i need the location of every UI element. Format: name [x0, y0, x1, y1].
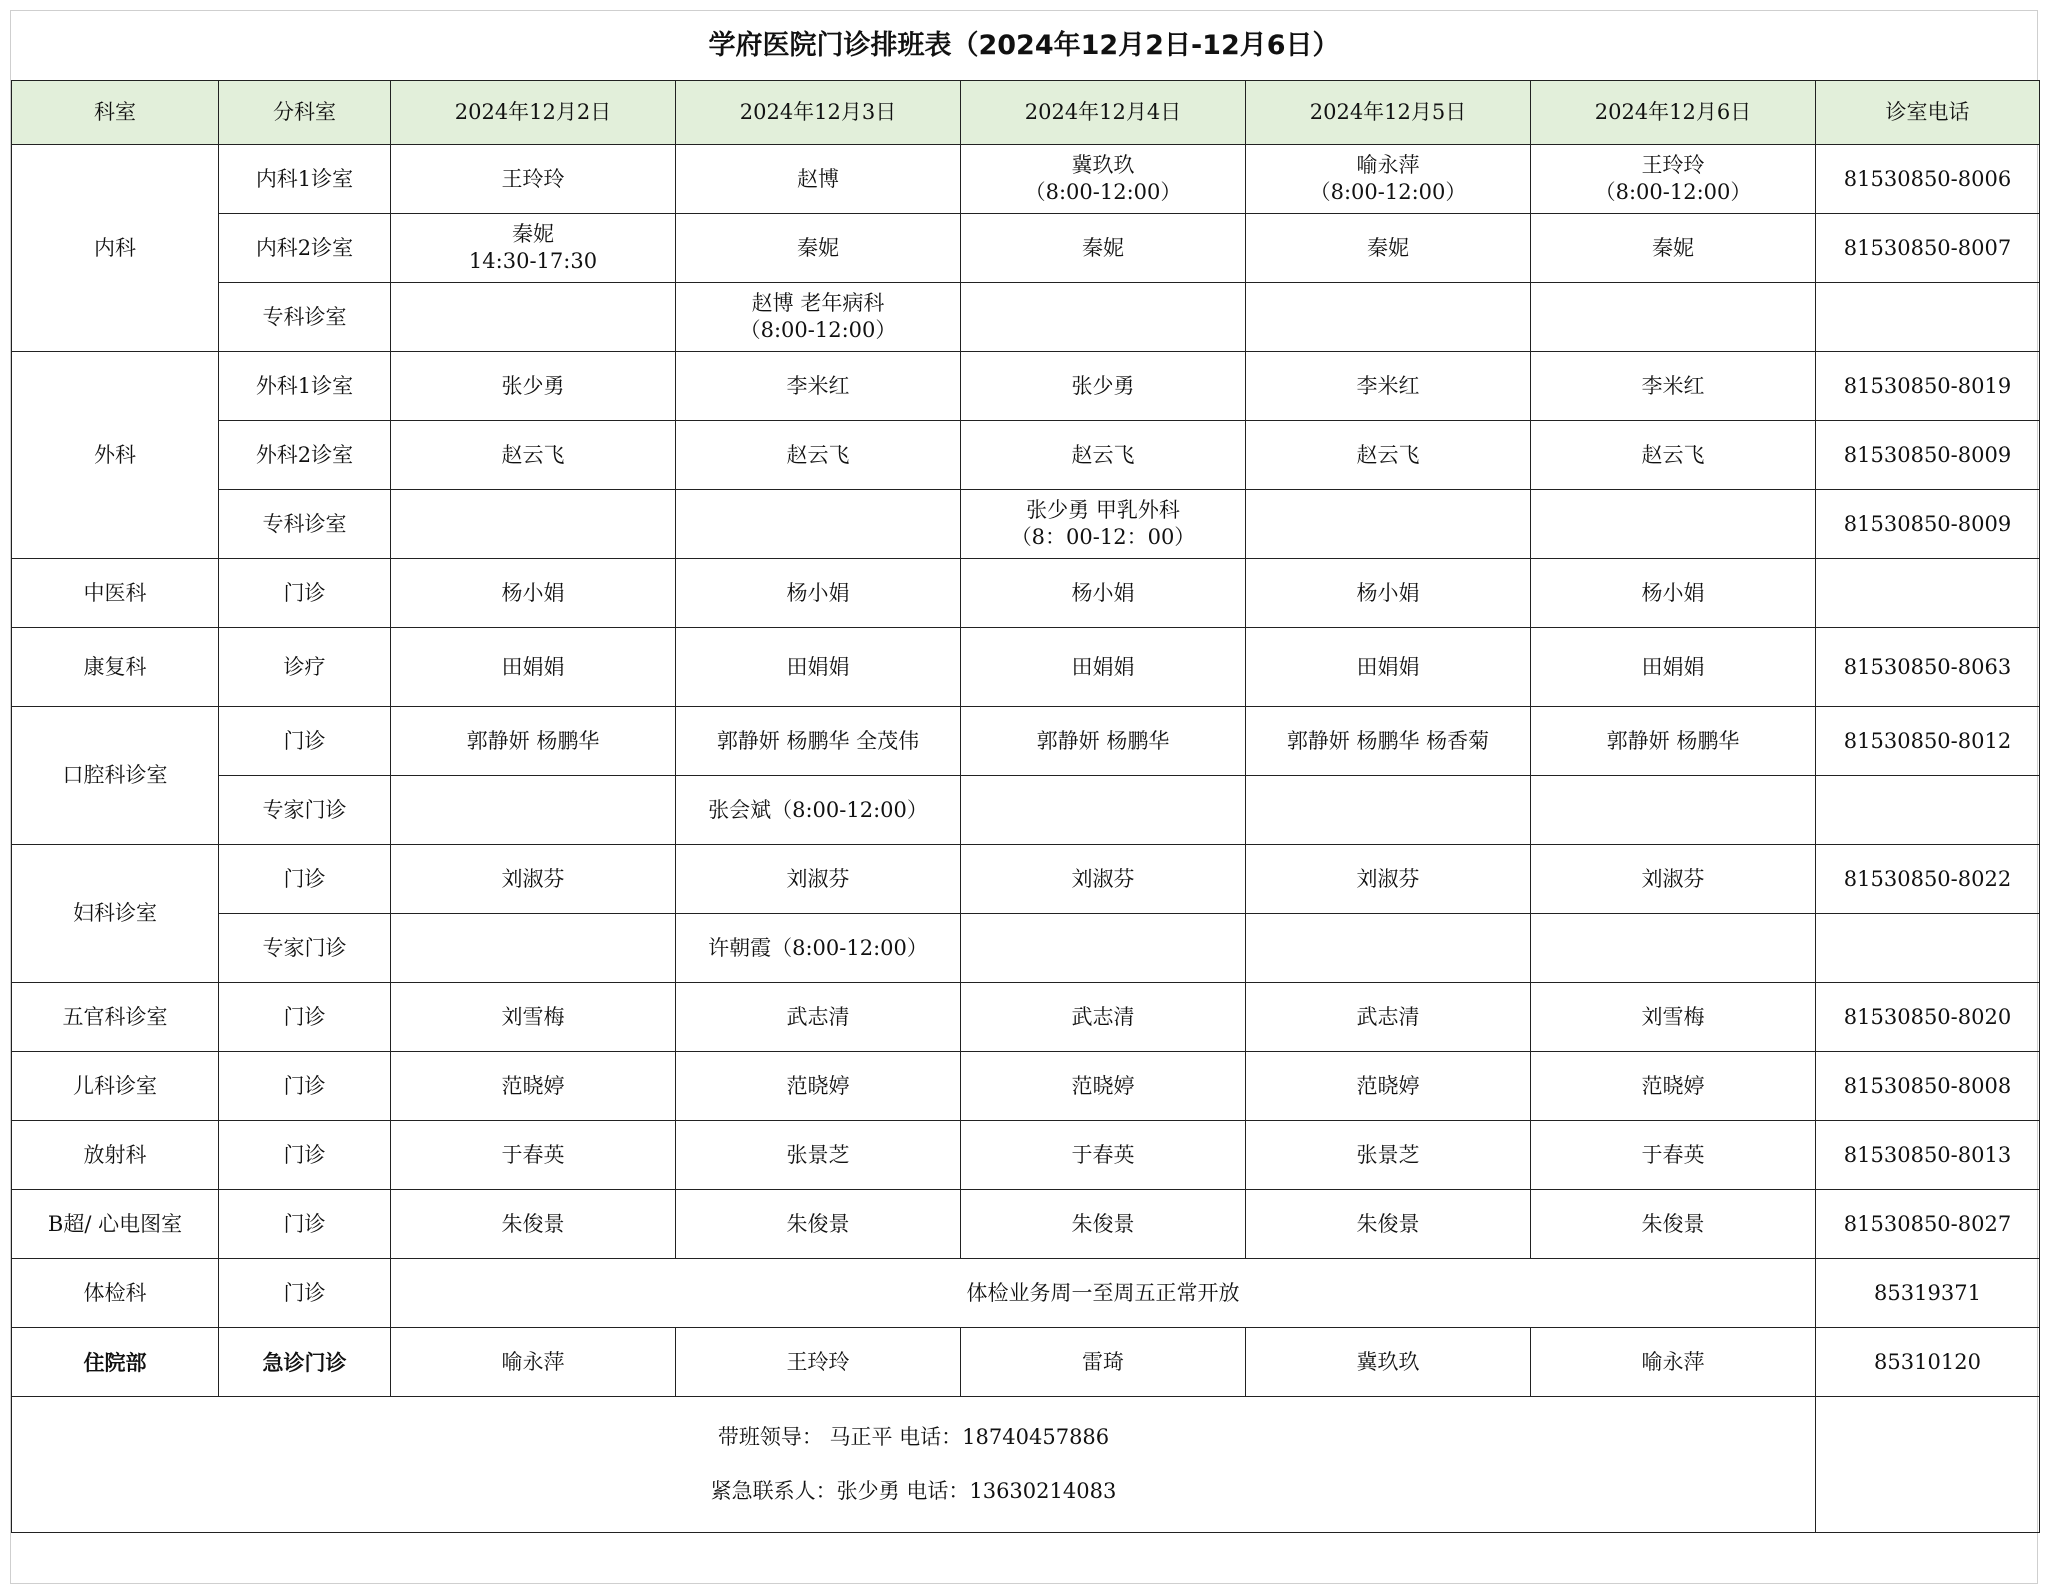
phone-cell: 81530850-8020 — [1816, 983, 2040, 1052]
department-cell: 外科 — [12, 352, 219, 559]
subdepartment-cell: 门诊 — [219, 1121, 391, 1190]
department-cell: 内科 — [12, 145, 219, 352]
schedule-cell: 范晓婷 — [1246, 1052, 1531, 1121]
phone-cell: 81530850-8009 — [1816, 421, 2040, 490]
schedule-cell: 田娟娟 — [1246, 628, 1531, 707]
subdepartment-cell: 外科2诊室 — [219, 421, 391, 490]
header-cell-day-4: 2024年12月5日 — [1246, 81, 1531, 145]
schedule-cell: 郭静妍 杨鹏华 — [391, 707, 676, 776]
schedule-cell — [1531, 776, 1816, 845]
schedule-cell — [676, 490, 961, 559]
schedule-cell: 朱俊景 — [391, 1190, 676, 1259]
schedule-cell: 赵云飞 — [961, 421, 1246, 490]
phone-cell: 85319371 — [1816, 1259, 2040, 1328]
department-cell: 放射科 — [12, 1121, 219, 1190]
footer-row — [12, 1397, 2040, 1533]
phone-cell — [1816, 914, 2040, 983]
table-row — [12, 145, 2040, 214]
footer-empty-cell — [1816, 1397, 2040, 1533]
schedule-cell: 郭静妍 杨鹏华 杨香菊 — [1246, 707, 1531, 776]
schedule-cell: 喻永萍 — [391, 1328, 676, 1397]
schedule-cell — [1531, 283, 1816, 352]
schedule-cell: 张少勇 甲乳外科 （8：00-12：00） — [961, 490, 1246, 559]
phone-cell: 81530850-8022 — [1816, 845, 2040, 914]
header-cell-day-5: 2024年12月6日 — [1531, 81, 1816, 145]
department-cell: 康复科 — [12, 628, 219, 707]
schedule-cell: 喻永萍 （8:00-12:00） — [1246, 145, 1531, 214]
schedule-cell: 许朝霞（8:00-12:00） — [676, 914, 961, 983]
table-row — [12, 628, 2040, 707]
schedule-cell — [1246, 914, 1531, 983]
table-row — [12, 776, 2040, 845]
phone-cell — [1816, 559, 2040, 628]
schedule-cell: 于春英 — [391, 1121, 676, 1190]
schedule-cell: 田娟娟 — [961, 628, 1246, 707]
subdepartment-cell: 专家门诊 — [219, 914, 391, 983]
schedule-cell: 秦妮 — [1246, 214, 1531, 283]
department-cell: B超/ 心电图室 — [12, 1190, 219, 1259]
subdepartment-cell: 门诊 — [219, 1259, 391, 1328]
schedule-cell: 张少勇 — [391, 352, 676, 421]
schedule-cell: 杨小娟 — [391, 559, 676, 628]
phone-cell: 81530850-8007 — [1816, 214, 2040, 283]
schedule-cell: 范晓婷 — [1531, 1052, 1816, 1121]
schedule-cell: 朱俊景 — [676, 1190, 961, 1259]
schedule-cell: 王玲玲 — [676, 1328, 961, 1397]
subdepartment-cell: 诊疗 — [219, 628, 391, 707]
schedule-cell: 于春英 — [961, 1121, 1246, 1190]
schedule-cell: 范晓婷 — [391, 1052, 676, 1121]
schedule-cell: 刘淑芬 — [676, 845, 961, 914]
schedule-cell: 杨小娟 — [1246, 559, 1531, 628]
schedule-cell: 郭静妍 杨鹏华 — [961, 707, 1246, 776]
schedule-cell: 刘淑芬 — [1246, 845, 1531, 914]
department-cell: 体检科 — [12, 1259, 219, 1328]
department-cell: 中医科 — [12, 559, 219, 628]
schedule-cell: 赵云飞 — [391, 421, 676, 490]
schedule-cell: 赵博 — [676, 145, 961, 214]
table-row — [12, 490, 2040, 559]
schedule-cell — [391, 283, 676, 352]
schedule-cell: 李米红 — [1531, 352, 1816, 421]
schedule-cell: 赵云飞 — [676, 421, 961, 490]
schedule-cell — [961, 914, 1246, 983]
phone-cell: 81530850-8008 — [1816, 1052, 2040, 1121]
table-row — [12, 421, 2040, 490]
table-row — [12, 559, 2040, 628]
schedule-cell: 田娟娟 — [391, 628, 676, 707]
schedule-cell: 郭静妍 杨鹏华 全茂伟 — [676, 707, 961, 776]
table-row — [12, 1259, 2040, 1328]
table-row — [12, 283, 2040, 352]
phone-cell: 85310120 — [1816, 1328, 2040, 1397]
schedule-cell: 刘淑芬 — [961, 845, 1246, 914]
schedule-cell: 雷琦 — [961, 1328, 1246, 1397]
header-cell-day-1: 2024年12月2日 — [391, 81, 676, 145]
department-cell: 妇科诊室 — [12, 845, 219, 983]
schedule-cell — [1246, 776, 1531, 845]
schedule-cell: 田娟娟 — [676, 628, 961, 707]
subdepartment-cell: 门诊 — [219, 707, 391, 776]
schedule-cell: 张景芝 — [676, 1121, 961, 1190]
schedule-cell — [1246, 283, 1531, 352]
schedule-cell: 刘淑芬 — [391, 845, 676, 914]
department-cell: 五官科诊室 — [12, 983, 219, 1052]
table-row — [12, 214, 2040, 283]
schedule-cell: 王玲玲 （8:00-12:00） — [1531, 145, 1816, 214]
subdepartment-cell: 内科2诊室 — [219, 214, 391, 283]
schedule-cell: 朱俊景 — [961, 1190, 1246, 1259]
department-cell: 住院部 — [12, 1328, 219, 1397]
schedule-table — [11, 80, 2040, 1533]
table-row — [12, 1121, 2040, 1190]
schedule-cell: 杨小娟 — [676, 559, 961, 628]
subdepartment-cell: 外科1诊室 — [219, 352, 391, 421]
phone-cell — [1816, 776, 2040, 845]
schedule-cell: 杨小娟 — [961, 559, 1246, 628]
table-row — [12, 914, 2040, 983]
subdepartment-cell: 门诊 — [219, 1190, 391, 1259]
subdepartment-cell: 专科诊室 — [219, 490, 391, 559]
schedule-cell: 冀玖玖 （8:00-12:00） — [961, 145, 1246, 214]
department-cell: 儿科诊室 — [12, 1052, 219, 1121]
department-cell: 口腔科诊室 — [12, 707, 219, 845]
table-row — [12, 352, 2040, 421]
header-cell-subdepartment: 分科室 — [219, 81, 391, 145]
schedule-cell — [391, 776, 676, 845]
schedule-cell — [1531, 490, 1816, 559]
schedule-cell — [391, 490, 676, 559]
schedule-cell: 赵云飞 — [1246, 421, 1531, 490]
schedule-cell: 朱俊景 — [1246, 1190, 1531, 1259]
schedule-cell: 冀玖玖 — [1246, 1328, 1531, 1397]
page-title: 学府医院门诊排班表（2024年12月2日-12月6日） — [708, 30, 1340, 61]
schedule-cell: 郭静妍 杨鹏华 — [1531, 707, 1816, 776]
header-row — [12, 81, 2040, 145]
schedule-cell — [391, 914, 676, 983]
subdepartment-cell: 门诊 — [219, 1052, 391, 1121]
subdepartment-cell: 门诊 — [219, 559, 391, 628]
emergency-contact-line: 紧急联系人：张少勇 电话：13630214083 — [710, 1479, 1117, 1503]
subdepartment-cell: 专科诊室 — [219, 283, 391, 352]
subdepartment-cell: 内科1诊室 — [219, 145, 391, 214]
schedule-cell — [961, 776, 1246, 845]
phone-cell: 81530850-8012 — [1816, 707, 2040, 776]
phone-cell — [1816, 283, 2040, 352]
schedule-cell: 武志清 — [1246, 983, 1531, 1052]
schedule-cell: 张少勇 — [961, 352, 1246, 421]
schedule-cell: 田娟娟 — [1531, 628, 1816, 707]
schedule-cell: 秦妮 — [1531, 214, 1816, 283]
subdepartment-cell: 门诊 — [219, 983, 391, 1052]
header-cell-day-3: 2024年12月4日 — [961, 81, 1246, 145]
table-row — [12, 845, 2040, 914]
schedule-cell: 赵博 老年病科 （8:00-12:00） — [676, 283, 961, 352]
table-row — [12, 1190, 2040, 1259]
subdepartment-cell: 专家门诊 — [219, 776, 391, 845]
phone-cell: 81530850-8027 — [1816, 1190, 2040, 1259]
merged-schedule-cell: 体检业务周一至周五正常开放 — [391, 1259, 1816, 1328]
schedule-cell: 刘淑芬 — [1531, 845, 1816, 914]
schedule-cell: 刘雪梅 — [391, 983, 676, 1052]
phone-cell: 81530850-8006 — [1816, 145, 2040, 214]
schedule-cell: 张会斌（8:00-12:00） — [676, 776, 961, 845]
schedule-cell: 秦妮 14:30-17:30 — [391, 214, 676, 283]
table-row — [12, 1328, 2040, 1397]
schedule-cell: 张景芝 — [1246, 1121, 1531, 1190]
phone-cell: 81530850-8019 — [1816, 352, 2040, 421]
table-row — [12, 707, 2040, 776]
schedule-cell: 刘雪梅 — [1531, 983, 1816, 1052]
schedule-cell — [1246, 490, 1531, 559]
schedule-cell: 李米红 — [676, 352, 961, 421]
schedule-cell: 武志清 — [676, 983, 961, 1052]
subdepartment-cell: 急诊门诊 — [219, 1328, 391, 1397]
header-cell-day-2: 2024年12月3日 — [676, 81, 961, 145]
schedule-cell: 王玲玲 — [391, 145, 676, 214]
schedule-cell: 秦妮 — [676, 214, 961, 283]
schedule-cell: 于春英 — [1531, 1121, 1816, 1190]
phone-cell: 81530850-8063 — [1816, 628, 2040, 707]
phone-cell: 81530850-8013 — [1816, 1121, 2040, 1190]
schedule-cell: 范晓婷 — [676, 1052, 961, 1121]
footer-contacts-cell — [12, 1397, 1816, 1533]
schedule-cell: 杨小娟 — [1531, 559, 1816, 628]
header-cell-phone: 诊室电话 — [1816, 81, 2040, 145]
phone-cell: 81530850-8009 — [1816, 490, 2040, 559]
schedule-cell — [961, 283, 1246, 352]
schedule-cell: 武志清 — [961, 983, 1246, 1052]
table-row — [12, 1052, 2040, 1121]
schedule-cell: 李米红 — [1246, 352, 1531, 421]
schedule-cell: 朱俊景 — [1531, 1190, 1816, 1259]
header-cell-department: 科室 — [12, 81, 219, 145]
schedule-cell — [1531, 914, 1816, 983]
table-row — [12, 983, 2040, 1052]
subdepartment-cell: 门诊 — [219, 845, 391, 914]
schedule-cell: 赵云飞 — [1531, 421, 1816, 490]
schedule-cell: 秦妮 — [961, 214, 1246, 283]
schedule-cell: 范晓婷 — [961, 1052, 1246, 1121]
duty-leader-line: 带班领导： 马正平 电话：18740457886 — [717, 1425, 1110, 1449]
schedule-cell: 喻永萍 — [1531, 1328, 1816, 1397]
